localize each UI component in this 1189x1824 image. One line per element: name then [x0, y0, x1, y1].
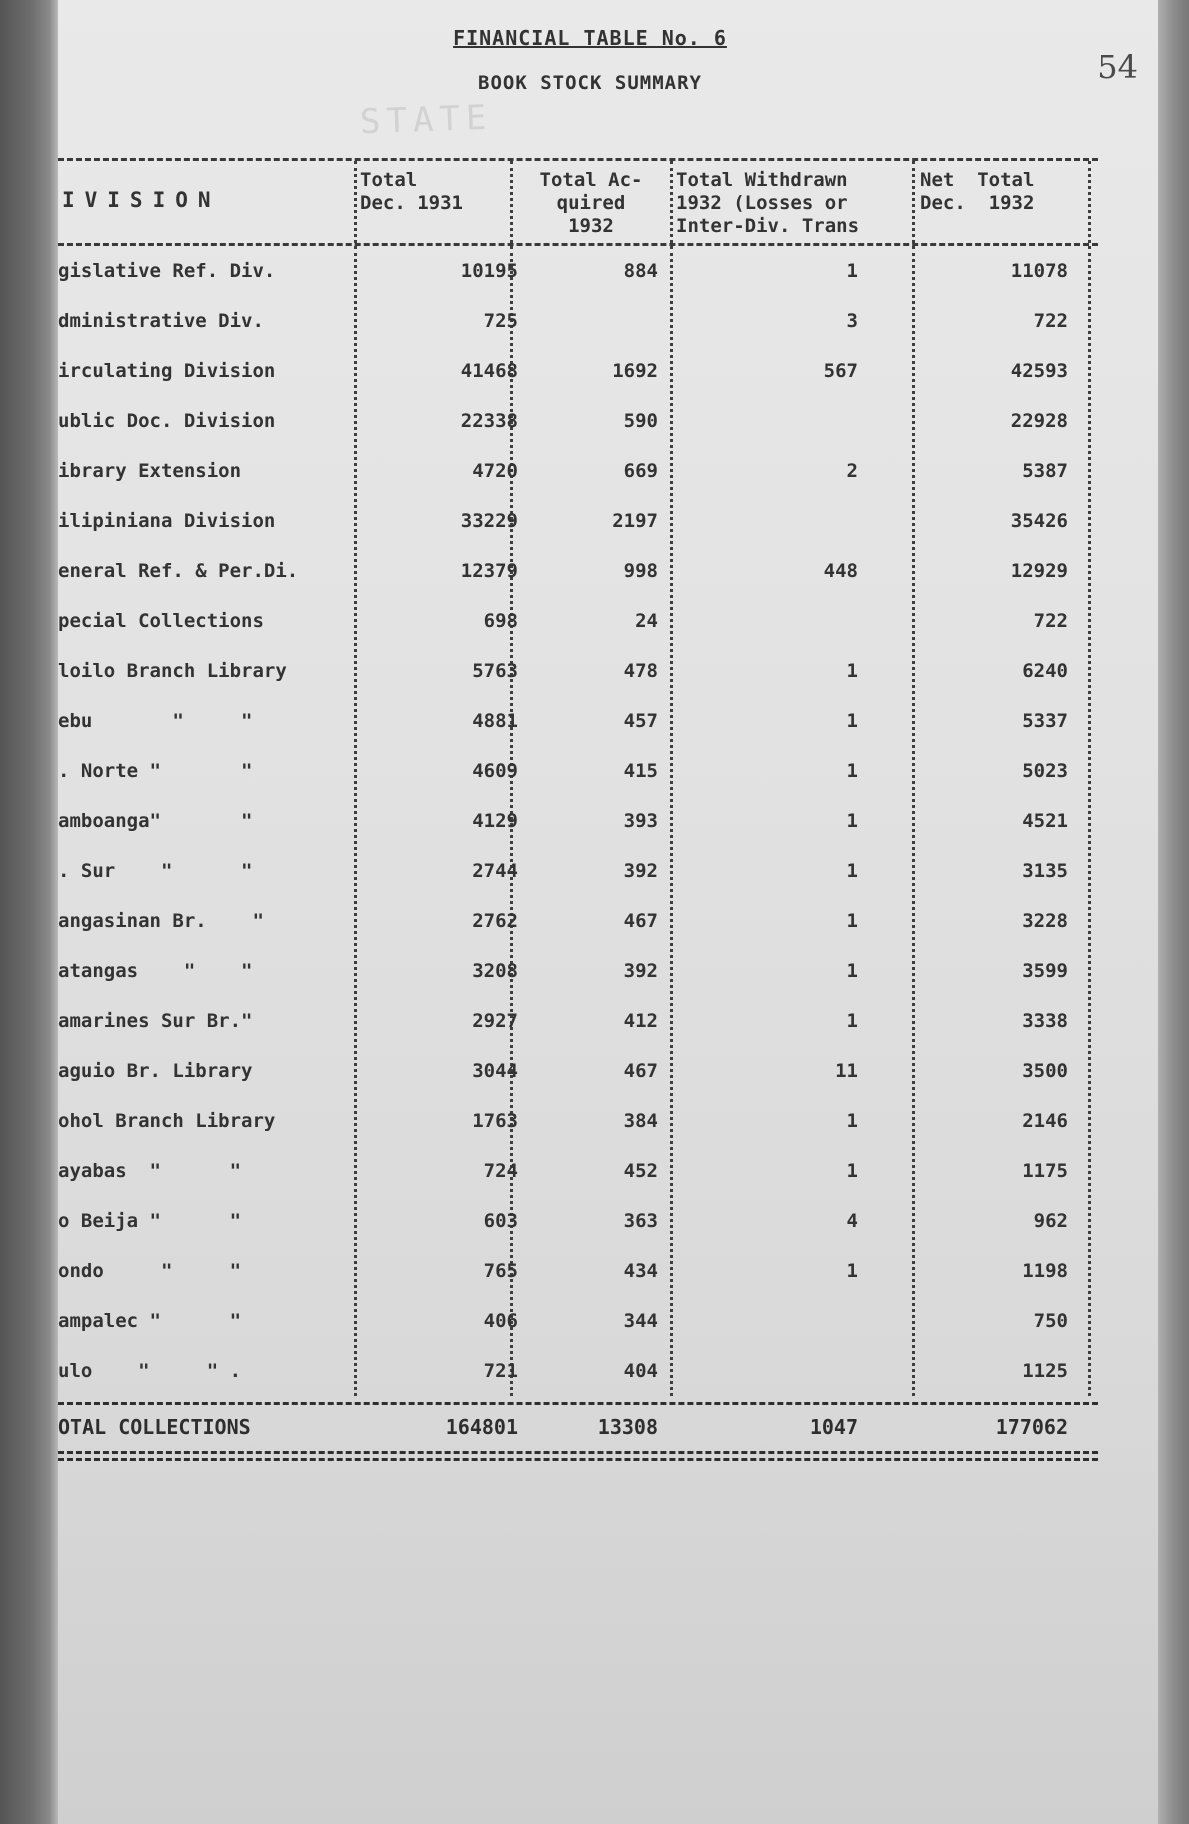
- row-acquired: 412: [623, 1010, 658, 1032]
- row-total-1931: 41468: [460, 360, 518, 382]
- table-row: [58, 546, 1098, 596]
- table-row: [58, 1196, 1098, 1246]
- row-acquired: 434: [623, 1260, 658, 1282]
- totals-net: 177062: [995, 1415, 1068, 1439]
- row-total-1931: 721: [483, 1360, 518, 1382]
- row-net-total: 11078: [1010, 260, 1068, 282]
- row-net-total: 962: [1033, 1210, 1068, 1232]
- row-net-total: 722: [1033, 610, 1068, 632]
- row-net-total: 3135: [1022, 860, 1068, 882]
- table-row: [58, 596, 1098, 646]
- row-acquired: 478: [623, 660, 658, 682]
- row-net-total: 5337: [1022, 710, 1068, 732]
- row-withdrawn: 448: [823, 560, 858, 582]
- row-acquired: 2197: [612, 510, 658, 532]
- row-total-1931: 4881: [472, 710, 518, 732]
- row-acquired: 393: [623, 810, 658, 832]
- row-net-total: 3228: [1022, 910, 1068, 932]
- header-withdrawn: Total Withdrawn 1932 (Losses or Inter-Div. Trans: [676, 169, 860, 237]
- table-row: [58, 296, 1098, 346]
- row-withdrawn: 1: [846, 1110, 858, 1132]
- row-net-total: 3599: [1022, 960, 1068, 982]
- table-row: [58, 796, 1098, 846]
- row-net-total: 1198: [1022, 1260, 1068, 1282]
- row-total-1931: 4609: [472, 760, 518, 782]
- totals-withdrawn: 1047: [809, 1415, 858, 1439]
- row-acquired: 457: [623, 710, 658, 732]
- row-division: ulo " " .: [58, 1360, 242, 1382]
- page-number: 54: [1097, 48, 1138, 86]
- row-total-1931: 603: [483, 1210, 518, 1232]
- row-division: angasinan Br. ": [58, 910, 264, 932]
- table-row: [58, 996, 1098, 1046]
- row-net-total: 35426: [1010, 510, 1068, 532]
- row-net-total: 750: [1033, 1310, 1068, 1332]
- row-withdrawn: 1: [846, 1260, 858, 1282]
- row-total-1931: 4129: [472, 810, 518, 832]
- row-acquired: 415: [623, 760, 658, 782]
- row-total-1931: 1763: [472, 1110, 518, 1132]
- row-division: gislative Ref. Div.: [58, 260, 276, 282]
- table-row: [58, 496, 1098, 546]
- row-total-1931: 2744: [472, 860, 518, 882]
- row-net-total: 5387: [1022, 460, 1068, 482]
- row-withdrawn: 1: [846, 660, 858, 682]
- row-total-1931: 4720: [472, 460, 518, 482]
- row-total-1931: 5763: [472, 660, 518, 682]
- totals-label: OTAL COLLECTIONS: [58, 1415, 251, 1439]
- row-acquired: 467: [623, 910, 658, 932]
- row-acquired: 24: [635, 610, 658, 632]
- row-total-1931: 724: [483, 1160, 518, 1182]
- table-row: [58, 446, 1098, 496]
- row-division: ayabas " ": [58, 1160, 242, 1182]
- row-division: ampalec " ": [58, 1310, 242, 1332]
- row-withdrawn: 567: [823, 360, 858, 382]
- table-row: [58, 646, 1098, 696]
- row-division: irculating Division: [58, 360, 276, 382]
- row-division: ibrary Extension: [58, 460, 242, 482]
- row-net-total: 1175: [1022, 1160, 1068, 1182]
- row-division: amarines Sur Br.": [58, 1010, 253, 1032]
- row-total-1931: 2927: [472, 1010, 518, 1032]
- row-withdrawn: 1: [846, 1160, 858, 1182]
- header-acquired: Total Ac- quired 1932: [539, 169, 643, 237]
- row-division: amboanga" ": [58, 810, 253, 832]
- row-division: dministrative Div.: [58, 310, 264, 332]
- table-bottom-double-rule: [58, 1451, 1098, 1461]
- book-binding-shadow: [0, 0, 58, 1824]
- row-total-1931: 2762: [472, 910, 518, 932]
- row-acquired: 669: [623, 460, 658, 482]
- row-net-total: 4521: [1022, 810, 1068, 832]
- row-withdrawn: 1: [846, 960, 858, 982]
- row-net-total: 722: [1033, 310, 1068, 332]
- row-acquired: 392: [623, 960, 658, 982]
- row-withdrawn: 2: [846, 460, 858, 482]
- row-withdrawn: 1: [846, 810, 858, 832]
- row-net-total: 22928: [1010, 410, 1068, 432]
- row-total-1931: 22338: [460, 410, 518, 432]
- row-acquired: 452: [623, 1160, 658, 1182]
- table-row: [58, 1046, 1098, 1096]
- table-row: [58, 346, 1098, 396]
- row-net-total: 3500: [1022, 1060, 1068, 1082]
- row-acquired: 590: [623, 410, 658, 432]
- row-acquired: 384: [623, 1110, 658, 1132]
- row-acquired: 998: [623, 560, 658, 582]
- table-row: [58, 1346, 1098, 1396]
- row-net-total: 3338: [1022, 1010, 1068, 1032]
- row-total-1931: 765: [483, 1260, 518, 1282]
- row-division: ublic Doc. Division: [58, 410, 276, 432]
- row-acquired: 344: [623, 1310, 658, 1332]
- row-total-1931: 3044: [472, 1060, 518, 1082]
- row-acquired: 467: [623, 1060, 658, 1082]
- header-division: IVISION: [62, 188, 221, 212]
- table-row: [58, 1246, 1098, 1296]
- row-total-1931: 33229: [460, 510, 518, 532]
- row-net-total: 2146: [1022, 1110, 1068, 1132]
- header-net-total: Net Total Dec. 1932: [920, 169, 1035, 214]
- row-withdrawn: 4: [846, 1210, 858, 1232]
- row-net-total: 5023: [1022, 760, 1068, 782]
- row-total-1931: 698: [483, 610, 518, 632]
- row-division: ilipiniana Division: [58, 510, 276, 532]
- row-acquired: 404: [623, 1360, 658, 1382]
- row-total-1931: 12379: [460, 560, 518, 582]
- table-body: [58, 246, 1098, 1396]
- row-acquired: 1692: [612, 360, 658, 382]
- row-acquired: 363: [623, 1210, 658, 1232]
- row-division: atangas " ": [58, 960, 253, 982]
- table-row: [58, 246, 1098, 296]
- table-row: [58, 696, 1098, 746]
- row-division: ohol Branch Library: [58, 1110, 276, 1132]
- row-division: ebu " ": [58, 710, 253, 732]
- table-row: [58, 1096, 1098, 1146]
- table-row: [58, 846, 1098, 896]
- page-edge: [1158, 0, 1189, 1824]
- table-row: [58, 746, 1098, 796]
- row-net-total: 12929: [1010, 560, 1068, 582]
- header-total-1931: Total Dec. 1931: [360, 169, 463, 214]
- row-division: pecial Collections: [58, 610, 264, 632]
- row-division: . Sur " ": [58, 860, 253, 882]
- table-row: [58, 896, 1098, 946]
- row-acquired: 884: [623, 260, 658, 282]
- table-row: [58, 1146, 1098, 1196]
- totals-acquired: 13308: [597, 1415, 658, 1439]
- row-division: eneral Ref. & Per.Di.: [58, 560, 299, 582]
- row-total-1931: 725: [483, 310, 518, 332]
- page-title: FINANCIAL TABLE No. 6: [453, 26, 727, 50]
- table-row: [58, 946, 1098, 996]
- row-withdrawn: 1: [846, 760, 858, 782]
- row-withdrawn: 11: [835, 1060, 858, 1082]
- bleed-through-watermark: STATE: [359, 97, 494, 143]
- row-division: . Norte " ": [58, 760, 253, 782]
- table-row: [58, 396, 1098, 446]
- row-withdrawn: 1: [846, 260, 858, 282]
- book-stock-table: [58, 158, 1098, 1461]
- row-withdrawn: 1: [846, 1010, 858, 1032]
- row-total-1931: 3208: [472, 960, 518, 982]
- row-net-total: 1125: [1022, 1360, 1068, 1382]
- row-withdrawn: 3: [846, 310, 858, 332]
- row-net-total: 42593: [1010, 360, 1068, 382]
- table-header: [58, 161, 1098, 246]
- row-division: ondo " ": [58, 1260, 242, 1282]
- row-net-total: 6240: [1022, 660, 1068, 682]
- table-row: [58, 1296, 1098, 1346]
- row-withdrawn: 1: [846, 710, 858, 732]
- row-division: aguio Br. Library: [58, 1060, 253, 1082]
- row-division: loilo Branch Library: [58, 660, 287, 682]
- row-total-1931: 10195: [460, 260, 518, 282]
- row-total-1931: 406: [483, 1310, 518, 1332]
- row-division: o Beija " ": [58, 1210, 242, 1232]
- totals-row: [58, 1405, 1098, 1451]
- totals-1931: 164801: [445, 1415, 518, 1439]
- page-subtitle: BOOK STOCK SUMMARY: [478, 72, 702, 94]
- row-withdrawn: 1: [846, 860, 858, 882]
- row-withdrawn: 1: [846, 910, 858, 932]
- row-acquired: 392: [623, 860, 658, 882]
